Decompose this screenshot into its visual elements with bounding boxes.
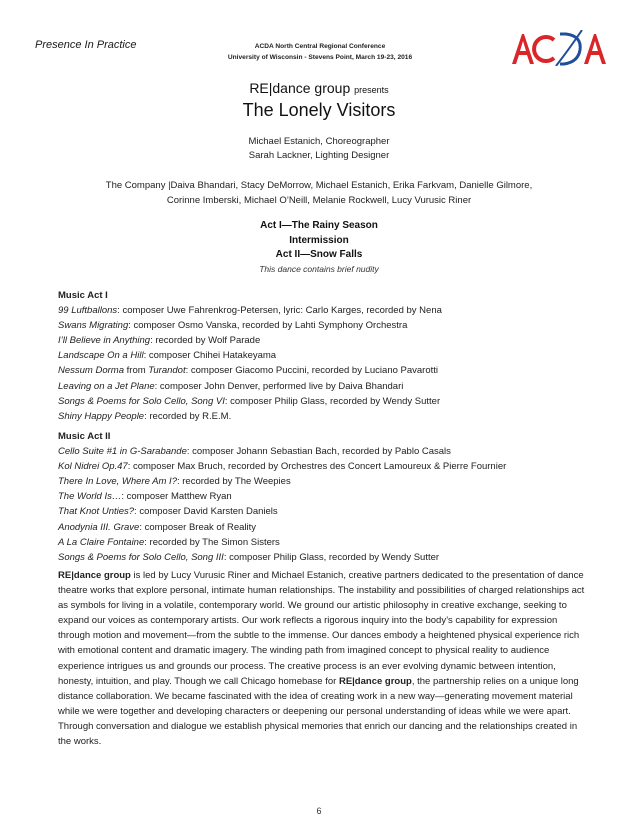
credits — [0, 135, 638, 163]
performance-title: The Lonely Visitors — [242, 100, 396, 120]
music-title: Leaving on a Jet Plane — [58, 380, 155, 392]
music-title: The World Is… — [58, 491, 122, 503]
music-title: I’ll Believe in Anything — [58, 335, 151, 347]
music-credit: : composer David Karsten Daniels — [134, 506, 278, 518]
music-item — [58, 363, 588, 378]
music-item — [58, 474, 588, 489]
music-item — [58, 520, 588, 535]
group-bio — [58, 568, 590, 749]
music-title: Shiny Happy People — [58, 410, 145, 422]
music-credit: : composer Philip Glass, recorded by Wendy Sutter — [223, 551, 440, 563]
music-act-one — [58, 288, 588, 424]
music-title: Nessum Dorma — [58, 365, 124, 377]
bio-group-name: RE|dance group — [58, 570, 131, 581]
section-heading: Music Act I — [58, 290, 108, 301]
music-item — [58, 535, 588, 550]
music-title: Songs & Poems for Solo Cello, Song VI — [58, 395, 225, 407]
acts-list — [0, 219, 638, 263]
music-credit: : recorded by R.E.M. — [144, 410, 232, 422]
music-title: Songs & Poems for Solo Cello, Song III — [58, 551, 224, 563]
acda-logo — [510, 30, 610, 66]
music-item — [58, 333, 588, 348]
music-item — [58, 444, 588, 459]
conference-location: University of Wisconsin - Stevens Point, March 19-23, 2016 — [227, 54, 413, 61]
music-act-two — [58, 429, 588, 565]
music-title: That Knot Unties? — [58, 506, 135, 518]
music-item — [58, 303, 588, 318]
music-credit: : composer Max Bruch, recorded by Orchestres des Concert Lamoureux & Pierre Fournier — [127, 461, 507, 473]
company-line: Corinne Imberski, Michael O’Neill, Melanie Rockwell, Lucy Vurusic Riner — [166, 194, 472, 206]
header-title: Presence In Practice — [35, 39, 137, 51]
act-one: Act I—The Rainy Season — [260, 220, 378, 231]
music-credit: : recorded by The Simon Sisters — [144, 536, 280, 548]
company-line: The Company |Daiva Bhandari, Stacy DeMorrow, Michael Estanich, Erika Farkvam, Danielle Gilmore, — [105, 180, 533, 191]
content-note: This dance contains brief nudity — [259, 264, 379, 274]
music-item — [58, 379, 588, 394]
conference-name: ACDA North Central Regional Conference — [254, 43, 386, 50]
music-credit: : composer Break of Reality — [139, 521, 257, 533]
music-credit: : composer Philip Glass, recorded by Wendy Sutter — [224, 395, 441, 407]
presenter-line — [0, 80, 638, 96]
music-credit: : recorded by The Weepies — [176, 476, 291, 488]
bio-text: , the partnership relies on a unique long distance collaboration. We became fascinated with the idea of creating work in a new way—generating movement material while we were together and developing characters or deepening our personal understanding of ideas while we were apart. Through conversation and dialogue we establish physical memories that enrich our dancing and the relationships created in the works. — [58, 675, 579, 748]
music-credit: : composer Johann Sebastian Bach, recorded by Pablo Casals — [186, 446, 451, 458]
bio-text: is led by Lucy Vurusic Riner and Michael Estanich, creative partners dedicated to the presentation of dance theatre works that explore personal, intimate human relationships. The instability and possibilities of charged relationships act as symbols for living in a volatile, contemporary world. We ground our artistic philosophy in creative exchange, seeking to expand our voices as contemporary artists. Our work reflects a rigorous inquiry into the body’s capability for expression through motion and movement—from the subtle to the immense. Our dances embody a heightened physical experience rich with emotional content and dramatic imagery. The winding path from imagined concept to physical reality to audience experience intrigues us and grounds our process. The creative process is an ever evolving dynamic between intention, honesty, intuition, and play. Though we call Chicago homebase for — [58, 570, 585, 687]
music-title: 99 Luftballons — [58, 305, 118, 317]
credit-lighting: Sarah Lackner, Lighting Designer — [248, 150, 390, 161]
music-credit: : composer Uwe Fahrenkrog-Petersen, lyric: Carlo Karges, recorded by Nena — [117, 305, 442, 317]
music-credit: : composer Osmo Vanska, recorded by Lahti Symphony Orchestra — [128, 320, 408, 332]
presents-word: presents — [354, 85, 389, 95]
music-item — [58, 550, 588, 565]
music-item — [58, 394, 588, 409]
music-connector: from — [124, 365, 149, 377]
music-item — [58, 409, 588, 424]
music-title: Cello Suite #1 in G-Sarabande — [58, 446, 187, 458]
music-credit: : recorded by Wolf Parade — [150, 335, 261, 347]
conference-info — [200, 41, 440, 63]
music-title: Turandot — [148, 365, 186, 377]
bio-group-name: RE|dance group — [338, 675, 412, 687]
music-title: Swans Migrating — [58, 320, 129, 332]
page-number: 6 — [316, 806, 322, 816]
credit-choreographer: Michael Estanich, Choreographer — [248, 136, 390, 147]
intermission: Intermission — [289, 234, 349, 246]
music-item — [58, 318, 588, 333]
music-item — [58, 348, 588, 363]
music-title: Landscape On a Hill — [58, 350, 144, 362]
music-title: Kol Nidrei Op.47 — [58, 461, 128, 473]
act-two: Act II—Snow Falls — [275, 249, 363, 260]
music-credit: : composer Giacomo Puccini, recorded by Luciano Pavarotti — [185, 365, 439, 377]
music-credit: : composer Matthew Ryan — [121, 491, 232, 503]
section-heading: Music Act II — [58, 431, 111, 442]
music-credit: : composer John Denver, performed live by Daiva Bhandari — [154, 380, 404, 392]
music-item — [58, 459, 588, 474]
music-title: There In Love, Where Am I? — [58, 476, 177, 488]
music-title: A La Claire Fontaine — [58, 536, 145, 548]
music-list — [58, 303, 588, 424]
music-credit: : composer Chihei Hatakeyama — [143, 350, 277, 362]
music-title: Anodynia III. Grave — [58, 521, 140, 533]
company-list — [60, 179, 578, 208]
music-item — [58, 489, 588, 504]
music-item — [58, 504, 588, 519]
music-list — [58, 444, 588, 565]
group-name: RE|dance group — [249, 80, 351, 96]
